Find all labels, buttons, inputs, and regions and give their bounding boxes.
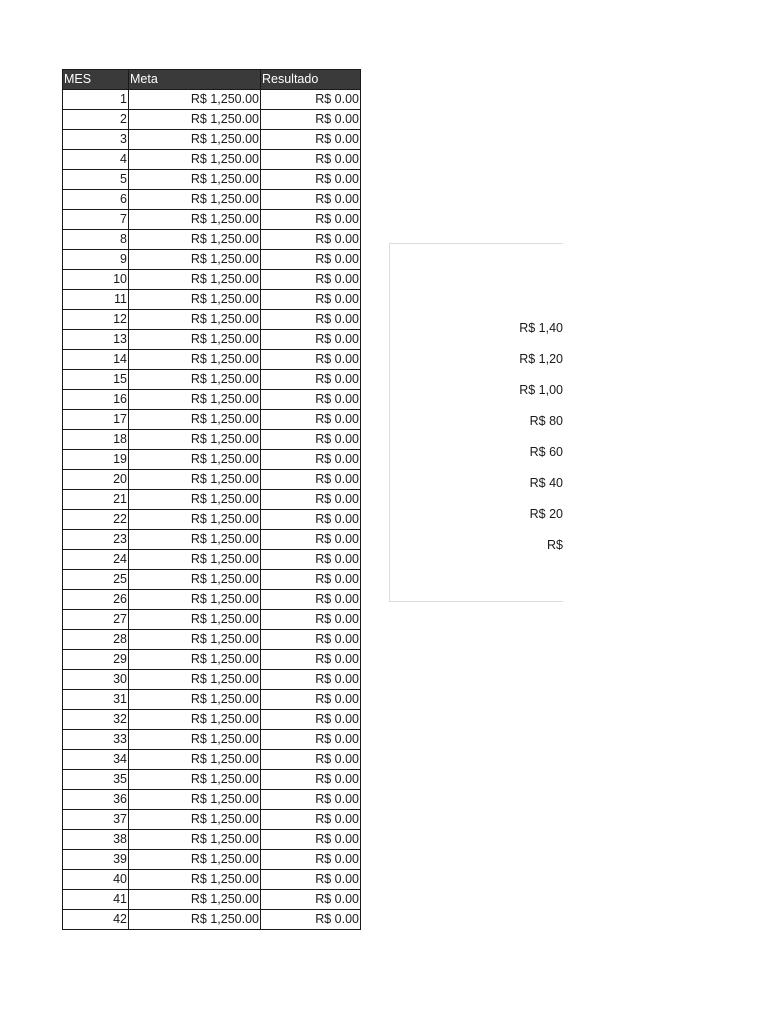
cell-resultado[interactable]: R$ 0.00 <box>261 650 361 670</box>
table-row <box>63 530 361 550</box>
cell-meta[interactable]: R$ 1,250.00 <box>129 130 261 150</box>
cell-resultado[interactable]: R$ 0.00 <box>261 370 361 390</box>
chart-area[interactable] <box>389 243 563 602</box>
table-row <box>63 110 361 130</box>
table-row <box>63 290 361 310</box>
table-row <box>63 570 361 590</box>
cell-meta[interactable]: R$ 1,250.00 <box>129 510 261 530</box>
cell-meta[interactable]: R$ 1,250.00 <box>129 310 261 330</box>
table-row <box>63 670 361 690</box>
cell-resultado[interactable]: R$ 0.00 <box>261 210 361 230</box>
cell-mes[interactable]: 34 <box>63 750 129 770</box>
header-meta[interactable]: Meta <box>129 70 261 90</box>
cell-resultado[interactable]: R$ 0.00 <box>261 270 361 290</box>
table-row <box>63 210 361 230</box>
cell-mes[interactable]: 15 <box>63 370 129 390</box>
cell-mes[interactable]: 37 <box>63 810 129 830</box>
cell-mes[interactable]: 38 <box>63 830 129 850</box>
spreadsheet-table <box>62 69 361 930</box>
table-row <box>63 390 361 410</box>
cell-resultado[interactable]: R$ 0.00 <box>261 470 361 490</box>
table-row <box>63 750 361 770</box>
y-axis-tick-label: R$ 40 <box>529 476 563 490</box>
y-axis-tick-label: R$ 80 <box>529 414 563 428</box>
cell-resultado[interactable]: R$ 0.00 <box>261 590 361 610</box>
cell-mes[interactable]: 32 <box>63 710 129 730</box>
table-row <box>63 890 361 910</box>
cell-meta[interactable]: R$ 1,250.00 <box>129 450 261 470</box>
cell-meta[interactable]: R$ 1,250.00 <box>129 210 261 230</box>
cell-resultado[interactable]: R$ 0.00 <box>261 670 361 690</box>
cell-mes[interactable]: 12 <box>63 310 129 330</box>
cell-meta[interactable]: R$ 1,250.00 <box>129 670 261 690</box>
cell-mes[interactable]: 36 <box>63 790 129 810</box>
cell-meta[interactable]: R$ 1,250.00 <box>129 590 261 610</box>
cell-mes[interactable]: 16 <box>63 390 129 410</box>
table-row <box>63 330 361 350</box>
cell-mes[interactable]: 2 <box>63 110 129 130</box>
cell-resultado[interactable]: R$ 0.00 <box>261 550 361 570</box>
y-axis-tick-label: R$ 20 <box>529 507 563 521</box>
cell-mes[interactable]: 27 <box>63 610 129 630</box>
table-row <box>63 870 361 890</box>
cell-resultado[interactable]: R$ 0.00 <box>261 770 361 790</box>
cell-mes[interactable]: 18 <box>63 430 129 450</box>
cell-mes[interactable]: 35 <box>63 770 129 790</box>
cell-resultado[interactable]: R$ 0.00 <box>261 530 361 550</box>
cell-resultado[interactable]: R$ 0.00 <box>261 810 361 830</box>
cell-resultado[interactable]: R$ 0.00 <box>261 830 361 850</box>
cell-resultado[interactable]: R$ 0.00 <box>261 690 361 710</box>
cell-mes[interactable]: 40 <box>63 870 129 890</box>
cell-meta[interactable]: R$ 1,250.00 <box>129 470 261 490</box>
cell-resultado[interactable]: R$ 0.00 <box>261 430 361 450</box>
cell-meta[interactable]: R$ 1,250.00 <box>129 150 261 170</box>
cell-meta[interactable]: R$ 1,250.00 <box>129 290 261 310</box>
cell-meta[interactable]: R$ 1,250.00 <box>129 830 261 850</box>
cell-meta[interactable]: R$ 1,250.00 <box>129 490 261 510</box>
cell-meta[interactable]: R$ 1,250.00 <box>129 710 261 730</box>
cell-meta[interactable]: R$ 1,250.00 <box>129 690 261 710</box>
cell-meta[interactable]: R$ 1,250.00 <box>129 110 261 130</box>
y-axis-tick-label: R$ <box>547 538 563 552</box>
cell-resultado[interactable]: R$ 0.00 <box>261 790 361 810</box>
y-axis-tick-label: R$ 1,40 <box>519 321 563 335</box>
cell-resultado[interactable]: R$ 0.00 <box>261 310 361 330</box>
table-row <box>63 310 361 330</box>
table-row <box>63 810 361 830</box>
cell-meta[interactable]: R$ 1,250.00 <box>129 650 261 670</box>
cell-mes[interactable]: 29 <box>63 650 129 670</box>
cell-meta[interactable]: R$ 1,250.00 <box>129 550 261 570</box>
table-row <box>63 730 361 750</box>
cell-resultado[interactable]: R$ 0.00 <box>261 510 361 530</box>
table-row <box>63 710 361 730</box>
cell-mes[interactable]: 3 <box>63 130 129 150</box>
cell-resultado[interactable]: R$ 0.00 <box>261 870 361 890</box>
cell-mes[interactable]: 41 <box>63 890 129 910</box>
table-body <box>63 90 361 930</box>
cell-mes[interactable]: 17 <box>63 410 129 430</box>
cell-meta[interactable]: R$ 1,250.00 <box>129 230 261 250</box>
cell-resultado[interactable]: R$ 0.00 <box>261 350 361 370</box>
cell-mes[interactable]: 1 <box>63 90 129 110</box>
table-row <box>63 490 361 510</box>
cell-meta[interactable]: R$ 1,250.00 <box>129 170 261 190</box>
cell-meta[interactable]: R$ 1,250.00 <box>129 430 261 450</box>
cell-meta[interactable]: R$ 1,250.00 <box>129 370 261 390</box>
cell-meta[interactable]: R$ 1,250.00 <box>129 250 261 270</box>
cell-resultado[interactable]: R$ 0.00 <box>261 850 361 870</box>
cell-resultado[interactable]: R$ 0.00 <box>261 190 361 210</box>
cell-mes[interactable]: 26 <box>63 590 129 610</box>
cell-resultado[interactable]: R$ 0.00 <box>261 410 361 430</box>
cell-resultado[interactable]: R$ 0.00 <box>261 490 361 510</box>
cell-mes[interactable]: 25 <box>63 570 129 590</box>
table-row <box>63 370 361 390</box>
cell-mes[interactable]: 9 <box>63 250 129 270</box>
table-row <box>63 170 361 190</box>
cell-resultado[interactable]: R$ 0.00 <box>261 250 361 270</box>
table-row <box>63 270 361 290</box>
table-row <box>63 910 361 930</box>
cell-resultado[interactable]: R$ 0.00 <box>261 710 361 730</box>
cell-meta[interactable]: R$ 1,250.00 <box>129 190 261 210</box>
cell-mes[interactable]: 13 <box>63 330 129 350</box>
cell-mes[interactable]: 33 <box>63 730 129 750</box>
cell-resultado[interactable]: R$ 0.00 <box>261 910 361 930</box>
cell-mes[interactable]: 19 <box>63 450 129 470</box>
table-row <box>63 850 361 870</box>
cell-resultado[interactable]: R$ 0.00 <box>261 610 361 630</box>
cell-meta[interactable]: R$ 1,250.00 <box>129 850 261 870</box>
cell-resultado[interactable]: R$ 0.00 <box>261 90 361 110</box>
cell-mes[interactable]: 7 <box>63 210 129 230</box>
cell-mes[interactable]: 8 <box>63 230 129 250</box>
cell-meta[interactable]: R$ 1,250.00 <box>129 750 261 770</box>
cell-resultado[interactable]: R$ 0.00 <box>261 450 361 470</box>
cell-meta[interactable]: R$ 1,250.00 <box>129 610 261 630</box>
cell-mes[interactable]: 4 <box>63 150 129 170</box>
cell-resultado[interactable]: R$ 0.00 <box>261 110 361 130</box>
cell-meta[interactable]: R$ 1,250.00 <box>129 870 261 890</box>
header-resultado[interactable]: Resultado <box>261 70 361 90</box>
table-row <box>63 410 361 430</box>
cell-meta[interactable]: R$ 1,250.00 <box>129 770 261 790</box>
cell-meta[interactable]: R$ 1,250.00 <box>129 350 261 370</box>
cell-mes[interactable]: 39 <box>63 850 129 870</box>
cell-meta[interactable]: R$ 1,250.00 <box>129 630 261 650</box>
table-row <box>63 190 361 210</box>
table-row <box>63 590 361 610</box>
cell-mes[interactable]: 20 <box>63 470 129 490</box>
cell-mes[interactable]: 10 <box>63 270 129 290</box>
table-row <box>63 610 361 630</box>
table-row <box>63 690 361 710</box>
cell-meta[interactable]: R$ 1,250.00 <box>129 530 261 550</box>
y-axis-tick-label: R$ 1,00 <box>519 383 563 397</box>
table-row <box>63 830 361 850</box>
cell-mes[interactable]: 22 <box>63 510 129 530</box>
cell-resultado[interactable]: R$ 0.00 <box>261 890 361 910</box>
table-row <box>63 250 361 270</box>
cell-mes[interactable]: 23 <box>63 530 129 550</box>
cell-resultado[interactable]: R$ 0.00 <box>261 230 361 250</box>
y-axis-tick-label: R$ 60 <box>529 445 563 459</box>
table-row <box>63 350 361 370</box>
cell-mes[interactable]: 11 <box>63 290 129 310</box>
header-mes[interactable]: MES <box>63 70 129 90</box>
cell-resultado[interactable]: R$ 0.00 <box>261 390 361 410</box>
y-axis-tick-label: R$ 1,20 <box>519 352 563 366</box>
table-row <box>63 470 361 490</box>
table-row <box>63 230 361 250</box>
cell-mes[interactable]: 6 <box>63 190 129 210</box>
table-row <box>63 150 361 170</box>
cell-meta[interactable]: R$ 1,250.00 <box>129 410 261 430</box>
cell-mes[interactable]: 28 <box>63 630 129 650</box>
cell-meta[interactable]: R$ 1,250.00 <box>129 730 261 750</box>
cell-resultado[interactable]: R$ 0.00 <box>261 330 361 350</box>
cell-mes[interactable]: 5 <box>63 170 129 190</box>
cell-meta[interactable]: R$ 1,250.00 <box>129 90 261 110</box>
table-row <box>63 770 361 790</box>
cell-meta[interactable]: R$ 1,250.00 <box>129 390 261 410</box>
table-row <box>63 630 361 650</box>
cell-resultado[interactable]: R$ 0.00 <box>261 730 361 750</box>
cell-resultado[interactable]: R$ 0.00 <box>261 630 361 650</box>
cell-mes[interactable]: 14 <box>63 350 129 370</box>
cell-resultado[interactable]: R$ 0.00 <box>261 170 361 190</box>
cell-mes[interactable]: 30 <box>63 670 129 690</box>
cell-resultado[interactable]: R$ 0.00 <box>261 570 361 590</box>
cell-meta[interactable]: R$ 1,250.00 <box>129 570 261 590</box>
table-row <box>63 650 361 670</box>
cell-meta[interactable]: R$ 1,250.00 <box>129 890 261 910</box>
table-row <box>63 790 361 810</box>
cell-meta[interactable]: R$ 1,250.00 <box>129 810 261 830</box>
table-row <box>63 430 361 450</box>
cell-meta[interactable]: R$ 1,250.00 <box>129 270 261 290</box>
cell-mes[interactable]: 24 <box>63 550 129 570</box>
table-row <box>63 450 361 470</box>
table-row <box>63 130 361 150</box>
cell-resultado[interactable]: R$ 0.00 <box>261 750 361 770</box>
cell-mes[interactable]: 21 <box>63 490 129 510</box>
cell-mes[interactable]: 31 <box>63 690 129 710</box>
cell-mes[interactable]: 42 <box>63 910 129 930</box>
cell-meta[interactable]: R$ 1,250.00 <box>129 330 261 350</box>
cell-meta[interactable]: R$ 1,250.00 <box>129 790 261 810</box>
table-header-row <box>63 70 361 90</box>
cell-resultado[interactable]: R$ 0.00 <box>261 150 361 170</box>
table-row <box>63 90 361 110</box>
cell-resultado[interactable]: R$ 0.00 <box>261 290 361 310</box>
cell-resultado[interactable]: R$ 0.00 <box>261 130 361 150</box>
table-row <box>63 510 361 530</box>
table-row <box>63 550 361 570</box>
cell-meta[interactable]: R$ 1,250.00 <box>129 910 261 930</box>
